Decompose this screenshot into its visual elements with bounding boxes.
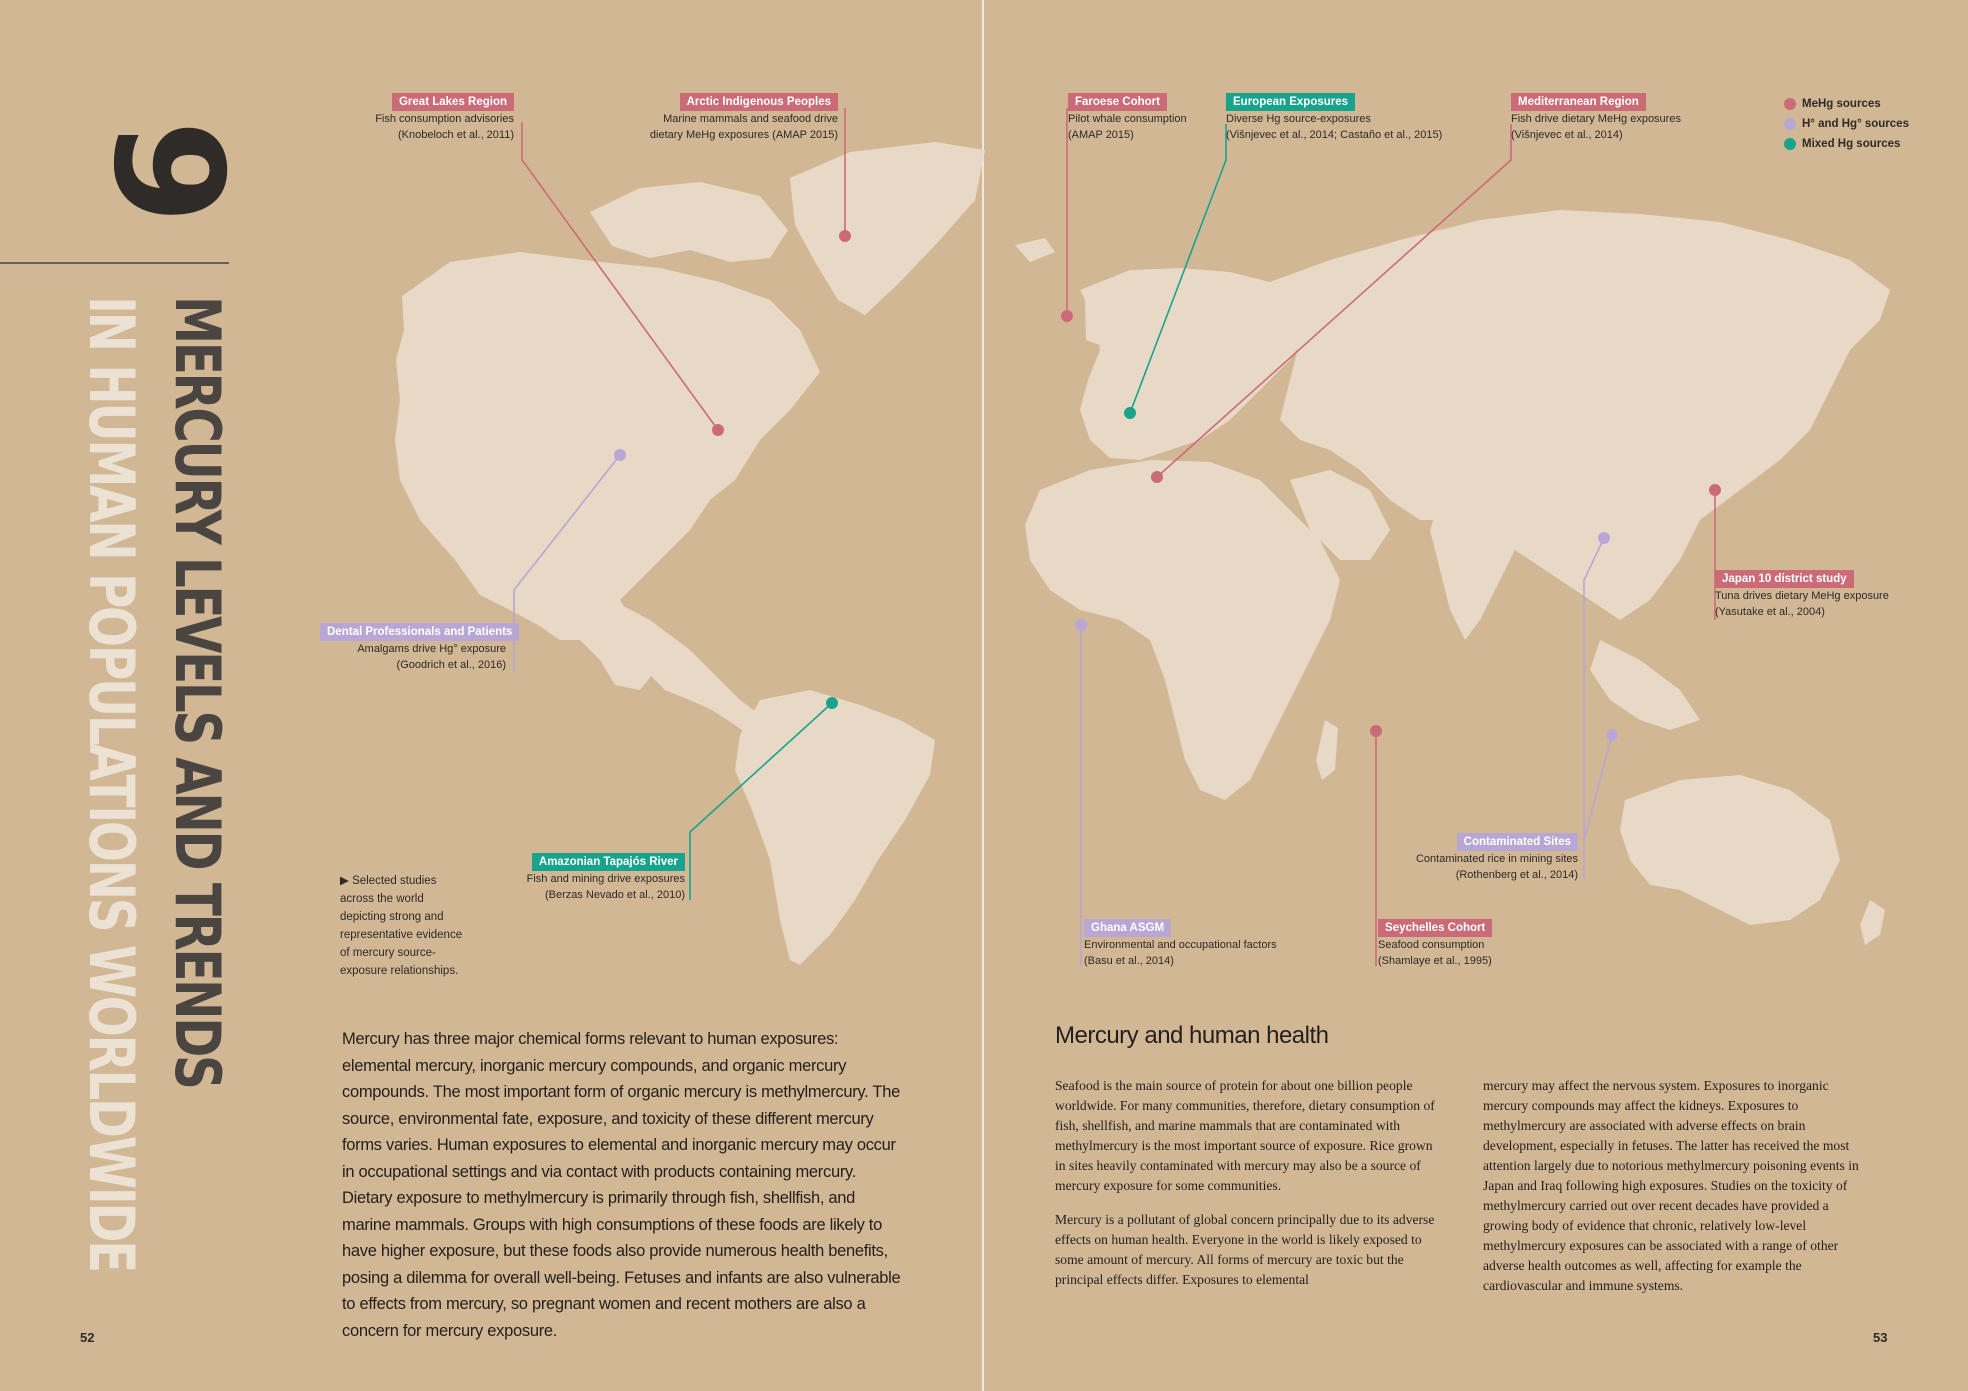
faroese-marker bbox=[1061, 310, 1073, 322]
map-legend bbox=[1784, 94, 1909, 154]
seychelles-marker bbox=[1370, 725, 1382, 737]
iceland-shape bbox=[1015, 238, 1055, 262]
page-number-right: 53 bbox=[1873, 1330, 1888, 1345]
legend-swatch bbox=[1784, 118, 1796, 130]
callout-title: Mediterranean Region bbox=[1511, 93, 1646, 111]
callout-title: Contaminated Sites bbox=[1457, 833, 1578, 851]
callout-title: Arctic Indigenous Peoples bbox=[680, 93, 838, 111]
european-marker bbox=[1124, 407, 1136, 419]
callout-line-2: dietary MeHg exposures (AMAP 2015) bbox=[649, 129, 838, 141]
madagascar-shape bbox=[1316, 720, 1338, 780]
note-text: Selected studies across the world depicting strong and representative evidence of mercury source-exposure relationships. bbox=[340, 875, 463, 977]
callout-ghana bbox=[1084, 918, 1277, 969]
callout-title: Great Lakes Region bbox=[392, 93, 514, 111]
paragraph: Seafood is the main source of protein for about one billion people worldwide. For many communities, therefore, dietary consumption of fish, shellfish, and marine mammals that are contaminated with methylmercury is the most important source of exposure. Rice grown in sites heavily contaminated with mercury may also be a source of mercury exposure for some communities. bbox=[1055, 1078, 1435, 1193]
callout-title: Seychelles Cohort bbox=[1378, 919, 1492, 937]
legend-row bbox=[1784, 94, 1909, 114]
legend-label: MeHg sources bbox=[1802, 98, 1881, 110]
legend-row bbox=[1784, 134, 1909, 154]
callout-faroese bbox=[1068, 92, 1187, 143]
callout-japan bbox=[1715, 569, 1889, 620]
new-zealand-shape bbox=[1860, 900, 1885, 945]
mediterranean-marker bbox=[1151, 471, 1163, 483]
callout-european bbox=[1226, 92, 1442, 143]
note-marker: ▶ bbox=[340, 875, 349, 887]
chapter-number-text: 9 bbox=[80, 120, 254, 225]
callout-seychelles bbox=[1378, 918, 1492, 969]
southeast-asia-shape bbox=[1590, 640, 1700, 730]
chapter-title-line-2: IN HUMAN POPULATIONS WORLDWIDE bbox=[75, 296, 148, 1271]
section-heading: Mercury and human health bbox=[1055, 1022, 1329, 1049]
callout-line-2: (Višnjevec et al., 2014) bbox=[1511, 129, 1623, 141]
callout-line-1: Pilot whale consumption bbox=[1068, 113, 1187, 125]
callout-line-1: Seafood consumption bbox=[1378, 939, 1485, 951]
callout-title: Faroese Cohort bbox=[1068, 93, 1167, 111]
callout-dental bbox=[320, 622, 513, 673]
africa-shape bbox=[1025, 460, 1340, 800]
intro-paragraph: Mercury has three major chemical forms relevant to human exposures: elemental mercury, inorganic mercury compounds, and organic mercury compounds. The most important form of organic mercury is methylmercury. The source, environmental fate, exposure, and toxicity of these different mercury forms varies. Human exposures to elemental and inorganic mercury may occur in occupational settings and via contact with products containing mercury. Dietary exposure to methylmercury is primarily through fish, shellfish, and marine mammals. Groups with high consumptions of these foods are likely to have higher exposure, but these foods also provide numerous health benefits, posing a dilemma for overall well-being. Fetuses and infants are also vulnerable to effects from mercury, so pregnant women and recent mothers are also a concern for mercury exposure. bbox=[342, 1030, 901, 1340]
chapter-rule bbox=[0, 262, 229, 264]
contaminated-marker-1 bbox=[1598, 532, 1610, 544]
chapter-title-line-1: MERCURY LEVELS AND TRENDS bbox=[161, 296, 234, 1088]
callout-line-2: (AMAP 2015) bbox=[1068, 129, 1134, 141]
callout-line-2: (Goodrich et al., 2016) bbox=[396, 659, 506, 671]
callout-line-1: Environmental and occupational factors bbox=[1084, 939, 1277, 951]
legend-label: H° and Hg° sources bbox=[1802, 118, 1909, 130]
legend-row bbox=[1784, 114, 1909, 134]
callout-line-1: Amalgams drive Hg° exposure bbox=[357, 643, 506, 655]
callout-line-1: Fish drive dietary MeHg exposures bbox=[1511, 113, 1681, 125]
callout-line-2: (Višnjevec et al., 2014; Castaño et al., 2015) bbox=[1226, 129, 1443, 141]
europe-shape bbox=[1080, 268, 1310, 460]
paragraph: mercury may affect the nervous system. Exposures to inorganic mercury compounds may affect the kidneys. Exposures to methylmercury are associated with adverse effects on brain development, especially in fetuses. The latter has received the most attention largely due to notorious methylmercury poisoning events in Japan and Iraq following high exposures. Studies on the toxicity of methylmercury carried out over recent decades have provided a growing body of evidence that chronic, relatively low-level methylmercury exposures can be associated with a range of other adverse health outcomes as well, affecting for example the cardiovascular and immune systems. bbox=[1483, 1078, 1859, 1293]
callout-line-1: Marine mammals and seafood drive bbox=[663, 113, 838, 125]
callout-mediterranean bbox=[1511, 92, 1681, 143]
callout-title: Ghana ASGM bbox=[1084, 919, 1171, 937]
callout-title: European Exposures bbox=[1226, 93, 1355, 111]
legend-swatch bbox=[1784, 138, 1796, 150]
japan-marker bbox=[1709, 484, 1721, 496]
page-number-left: 52 bbox=[80, 1330, 95, 1345]
australia-shape bbox=[1620, 775, 1840, 925]
callout-title: Japan 10 district study bbox=[1715, 570, 1854, 588]
map-note bbox=[340, 872, 470, 980]
legend-label: Mixed Hg sources bbox=[1802, 138, 1901, 150]
legend-swatch bbox=[1784, 98, 1796, 110]
contaminated-leader-2 bbox=[1584, 735, 1612, 840]
callout-line-2: (Shamlaye et al., 1995) bbox=[1378, 955, 1492, 967]
callout-title: Amazonian Tapajós River bbox=[532, 853, 685, 871]
callout-line-2: (Berzas Nevado et al., 2010) bbox=[544, 889, 685, 901]
callout-line-2: (Knobeloch et al., 2011) bbox=[398, 129, 514, 141]
ghana-marker bbox=[1075, 619, 1087, 631]
callout-title: Dental Professionals and Patients bbox=[320, 623, 519, 641]
callout-line-2: (Rothenberg et al., 2014) bbox=[1455, 869, 1578, 881]
callout-line-2: (Yasutake et al., 2004) bbox=[1715, 606, 1825, 618]
callout-line-1: Fish consumption advisories bbox=[375, 113, 514, 125]
text-column-2 bbox=[1483, 1076, 1873, 1310]
contaminated-marker-2 bbox=[1606, 729, 1618, 741]
chapter-number bbox=[64, 120, 254, 250]
callout-amazon bbox=[520, 852, 685, 903]
paragraph: Mercury is a pollutant of global concern principally due to its adverse effects on human health. Everyone in the world is likely exposed to some amount of mercury. All forms of mercury are toxic but the principal effects differ. Exposures to elemental bbox=[1055, 1212, 1435, 1287]
callout-line-1: Fish and mining drive exposures bbox=[526, 873, 685, 885]
callout-great-lakes bbox=[362, 92, 514, 143]
callout-contaminated bbox=[1380, 832, 1578, 883]
callout-line-1: Contaminated rice in mining sites bbox=[1415, 853, 1578, 865]
callout-line-1: Tuna drives dietary MeHg exposure bbox=[1715, 590, 1889, 602]
callout-line-1: Diverse Hg source-exposures bbox=[1226, 113, 1371, 125]
callout-arctic bbox=[640, 92, 838, 143]
text-column-1 bbox=[1055, 1076, 1445, 1304]
callout-line-2: (Basu et al., 2014) bbox=[1084, 955, 1174, 967]
